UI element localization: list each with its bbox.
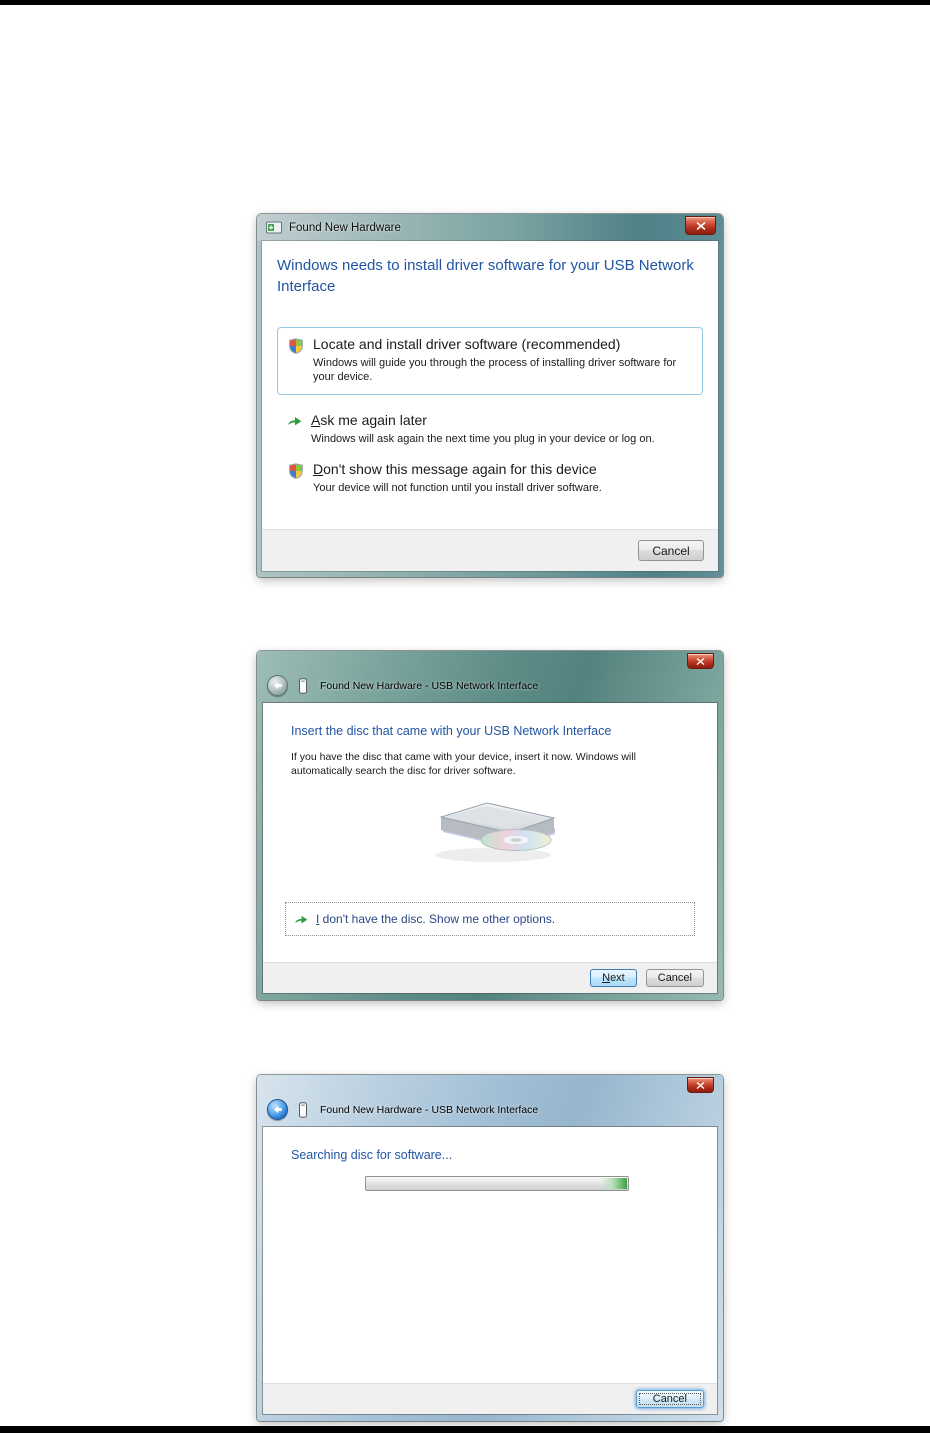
wizard-title: Found New Hardware - USB Network Interface <box>320 679 539 692</box>
device-icon <box>298 678 308 694</box>
back-button[interactable] <box>267 675 288 696</box>
found-new-hardware-icon <box>266 221 282 234</box>
wizard-navbar <box>267 672 538 699</box>
main-instruction: Windows needs to install driver software for your USB Network Interface <box>277 257 694 295</box>
green-arrow-icon <box>295 914 308 925</box>
page-top-rule <box>0 0 930 5</box>
cancel-button[interactable]: Cancel <box>646 969 704 987</box>
cancel-button[interactable]: Cancel <box>638 540 704 561</box>
uac-shield-icon <box>288 463 304 495</box>
option-title: I don't have the disc. Show me other options. <box>316 912 556 926</box>
disc-drive-image <box>415 788 565 871</box>
dialog-body <box>263 703 717 993</box>
button-footer <box>262 529 718 571</box>
back-icon <box>270 678 285 693</box>
page-bottom-rule <box>0 1426 930 1433</box>
dialog-body <box>263 1127 717 1414</box>
command-options <box>277 327 703 529</box>
main-instruction: Insert the disc that came with your USB Network Interface <box>291 724 612 738</box>
option-title: Don't show this message again for this device <box>313 461 597 477</box>
progress-marquee <box>601 1178 627 1189</box>
close-icon <box>696 1082 705 1089</box>
window-title: Found New Hardware <box>289 221 401 234</box>
titlebar[interactable] <box>257 214 723 241</box>
status-text: Searching disc for software... <box>291 1148 453 1162</box>
cancel-button[interactable]: Cancel <box>636 1390 704 1408</box>
button-footer <box>263 962 717 993</box>
option-description: Windows will ask again the next time you plug in your device or log on. <box>311 433 655 445</box>
option-no-disc[interactable] <box>285 902 695 936</box>
dialog-body <box>262 241 718 571</box>
next-button[interactable]: N ext <box>590 969 637 987</box>
back-icon <box>270 1102 285 1117</box>
uac-shield-icon <box>288 338 304 384</box>
progress-bar <box>365 1176 629 1191</box>
close-button[interactable] <box>687 1077 714 1093</box>
close-button[interactable] <box>685 216 716 235</box>
option-dont-show-again[interactable] <box>277 461 703 495</box>
wizard-title: Found New Hardware - USB Network Interface <box>320 1103 539 1116</box>
button-footer <box>263 1383 717 1414</box>
option-description: Your device will not function until you install driver software. <box>313 482 602 494</box>
option-description: Windows will guide you through the process of installing driver software for your device. <box>313 357 677 383</box>
close-icon <box>696 658 705 665</box>
option-title: Locate and install driver software (recommended) <box>313 336 621 352</box>
body-text: If you have the disc that came with your device, insert it now. Windows will automatically search the disc for driver software. <box>291 751 636 777</box>
option-ask-later[interactable] <box>277 412 703 446</box>
close-icon <box>696 222 706 230</box>
device-icon <box>298 1102 308 1118</box>
option-locate-install[interactable] <box>277 327 703 395</box>
back-button[interactable] <box>267 1099 288 1120</box>
wizard-insert-disc-dialog <box>257 651 723 1000</box>
option-title: Ask me again later <box>311 412 427 428</box>
found-new-hardware-dialog <box>257 214 723 577</box>
close-button[interactable] <box>687 653 714 669</box>
wizard-navbar <box>267 1096 538 1123</box>
wizard-searching-dialog <box>257 1075 723 1421</box>
green-arrow-icon <box>288 414 302 446</box>
